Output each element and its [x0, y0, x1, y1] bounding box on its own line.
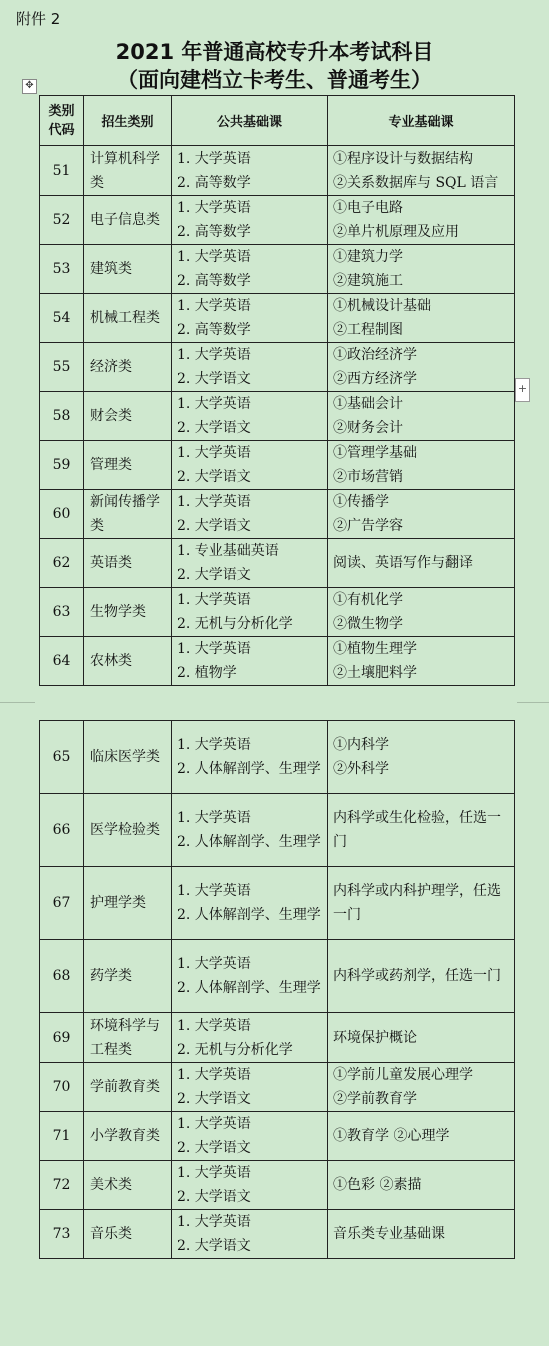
public-course-item: 1. 大学英语	[177, 396, 251, 412]
category-name: 小学教育类	[84, 1112, 172, 1161]
professional-course-item: ①色彩 ②素描	[333, 1177, 422, 1193]
professional-courses	[328, 794, 515, 867]
public-course-item: 1. 大学英语	[177, 445, 251, 461]
public-course-item: 2. 大学语文	[177, 469, 251, 485]
professional-course-item: ②财务会计	[333, 420, 403, 436]
professional-course-item: ①学前儿童发展心理学	[333, 1067, 473, 1083]
professional-course-item: ①传播学	[333, 494, 389, 510]
public-courses	[172, 245, 328, 294]
public-course-item: 1. 大学英语	[177, 249, 251, 265]
category-code: 69	[40, 1013, 84, 1063]
category-code: 51	[40, 146, 84, 196]
public-courses	[172, 441, 328, 490]
category-name: 计算机科学类	[84, 146, 172, 196]
professional-courses	[328, 1112, 515, 1161]
category-name: 美术类	[84, 1161, 172, 1210]
public-courses	[172, 1161, 328, 1210]
professional-course-item: ①基础会计	[333, 396, 403, 412]
table-move-handle-icon[interactable]: ✥	[22, 79, 37, 94]
public-course-item: 2. 大学语文	[177, 420, 251, 436]
professional-course-item: 内科学或药剂学，任选一门	[333, 968, 501, 984]
category-name: 建筑类	[84, 245, 172, 294]
table-row	[40, 196, 515, 245]
category-code: 72	[40, 1161, 84, 1210]
professional-course-item: ②土壤肥料学	[333, 665, 417, 681]
professional-course-item: 环境保护概论	[333, 1029, 417, 1046]
category-name: 生物学类	[84, 588, 172, 637]
public-courses	[172, 539, 328, 588]
exam-subjects-table	[39, 95, 515, 686]
category-name: 药学类	[84, 940, 172, 1013]
category-code: 54	[40, 294, 84, 343]
public-course-item: 1. 大学英语	[177, 592, 251, 608]
professional-course-item: ②单片机原理及应用	[333, 224, 459, 240]
category-name: 机械工程类	[84, 294, 172, 343]
category-code: 52	[40, 196, 84, 245]
professional-course-item: ①内科学	[333, 737, 389, 753]
professional-courses	[328, 940, 515, 1013]
public-course-item: 2. 人体解剖学、生理学	[177, 761, 321, 777]
public-course-item: 1. 大学英语	[177, 1017, 251, 1034]
public-courses	[172, 343, 328, 392]
public-course-item: 2. 无机与分析化学	[177, 616, 293, 632]
category-code: 64	[40, 637, 84, 686]
table-row	[40, 539, 515, 588]
table-row	[40, 1013, 515, 1063]
category-code: 70	[40, 1063, 84, 1112]
professional-courses	[328, 146, 515, 196]
professional-course-item: ①教育学 ②心理学	[333, 1128, 450, 1144]
professional-courses	[328, 490, 515, 539]
category-code: 63	[40, 588, 84, 637]
professional-courses	[328, 1161, 515, 1210]
professional-course-item: 音乐类专业基础课	[333, 1226, 445, 1242]
public-course-item: 2. 大学语文	[177, 371, 251, 387]
table-row	[40, 637, 515, 686]
header-code: 类别代码	[40, 96, 84, 146]
public-course-item: 1. 大学英语	[177, 1116, 251, 1132]
public-course-item: 2. 高等数学	[177, 224, 251, 240]
public-courses	[172, 294, 328, 343]
professional-course-item: ①植物生理学	[333, 641, 417, 657]
category-code: 71	[40, 1112, 84, 1161]
public-course-item: 1. 大学英语	[177, 641, 251, 657]
category-name: 学前教育类	[84, 1063, 172, 1112]
category-code: 59	[40, 441, 84, 490]
public-course-item: 2. 大学语文	[177, 567, 251, 583]
table-row	[40, 1063, 515, 1112]
category-code: 66	[40, 794, 84, 867]
table-row	[40, 146, 515, 196]
professional-course-item: ②工程制图	[333, 322, 403, 338]
professional-course-item: ①建筑力学	[333, 249, 403, 265]
professional-courses	[328, 637, 515, 686]
professional-courses	[328, 867, 515, 940]
table-row	[40, 940, 515, 1013]
professional-courses	[328, 245, 515, 294]
category-code: 73	[40, 1210, 84, 1259]
public-course-item: 1. 大学英语	[177, 956, 251, 972]
professional-courses	[328, 539, 515, 588]
category-code: 60	[40, 490, 84, 539]
document-title: 2021 年普通高校专升本考试科目	[115, 40, 434, 64]
public-courses	[172, 392, 328, 441]
public-courses	[172, 490, 328, 539]
header-category: 招生类别	[84, 96, 172, 146]
professional-course-item: 内科学或内科护理学，任选一门	[333, 883, 501, 923]
attachment-label: 附件 2	[16, 10, 61, 28]
header-professional: 专业基础课	[328, 96, 515, 146]
category-name: 环境科学与工程类	[84, 1013, 172, 1063]
table-row	[40, 1210, 515, 1259]
public-courses	[172, 146, 328, 196]
category-name: 新闻传播学类	[84, 490, 172, 539]
public-courses	[172, 1013, 328, 1063]
professional-course-item: ②广告学容	[333, 518, 403, 534]
public-courses	[172, 588, 328, 637]
public-courses	[172, 196, 328, 245]
professional-courses	[328, 721, 515, 794]
professional-course-item: ①政治经济学	[333, 347, 417, 363]
table-row	[40, 867, 515, 940]
table-row	[40, 490, 515, 539]
professional-course-item: ②外科学	[333, 761, 389, 777]
table-row	[40, 245, 515, 294]
public-course-item: 1. 大学英语	[177, 1214, 251, 1230]
professional-course-item: 阅读、英语写作与翻译	[333, 555, 473, 571]
professional-course-item: ②建筑施工	[333, 273, 403, 289]
professional-course-item: ①机械设计基础	[333, 298, 431, 314]
public-course-item: 2. 无机与分析化学	[177, 1041, 293, 1058]
category-code: 62	[40, 539, 84, 588]
category-name: 经济类	[84, 343, 172, 392]
table-row	[40, 1161, 515, 1210]
category-name: 音乐类	[84, 1210, 172, 1259]
document-subtitle: （面向建档立卡考生、普通考生）	[117, 68, 432, 92]
professional-course-item: ②学前教育学	[333, 1091, 417, 1107]
table-row	[40, 343, 515, 392]
header-public: 公共基础课	[172, 96, 328, 146]
public-course-item: 1. 大学英语	[177, 883, 251, 899]
public-course-item: 2. 高等数学	[177, 322, 251, 338]
public-course-item: 2. 高等数学	[177, 273, 251, 289]
public-courses	[172, 940, 328, 1013]
professional-course-item: ①电子电路	[333, 200, 403, 216]
add-column-icon[interactable]: +	[515, 378, 530, 402]
professional-courses	[328, 392, 515, 441]
professional-course-item: ①程序设计与数据结构	[333, 150, 473, 167]
professional-courses	[328, 441, 515, 490]
table-row	[40, 794, 515, 867]
public-course-item: 2. 大学语文	[177, 518, 251, 534]
professional-courses	[328, 196, 515, 245]
public-course-item: 1. 专业基础英语	[177, 543, 279, 559]
professional-courses	[328, 1210, 515, 1259]
public-courses	[172, 1063, 328, 1112]
public-course-item: 2. 大学语文	[177, 1189, 251, 1205]
professional-course-item: ②微生物学	[333, 616, 403, 632]
category-name: 电子信息类	[84, 196, 172, 245]
table-row	[40, 721, 515, 794]
professional-course-item: ②西方经济学	[333, 371, 417, 387]
professional-course-item: ②市场营销	[333, 469, 403, 485]
professional-course-item: ②关系数据库与 SQL 语言	[333, 174, 499, 191]
category-name: 护理学类	[84, 867, 172, 940]
professional-courses	[328, 1063, 515, 1112]
public-course-item: 1. 大学英语	[177, 1165, 251, 1181]
public-course-item: 2. 人体解剖学、生理学	[177, 907, 321, 923]
professional-course-item: ①管理学基础	[333, 445, 417, 461]
table-row	[40, 588, 515, 637]
exam-subjects-table-continued	[39, 720, 515, 1259]
category-name: 农林类	[84, 637, 172, 686]
professional-courses	[328, 588, 515, 637]
category-name: 管理类	[84, 441, 172, 490]
category-name: 医学检验类	[84, 794, 172, 867]
professional-courses	[328, 294, 515, 343]
public-course-item: 1. 大学英语	[177, 1067, 251, 1083]
table-row	[40, 294, 515, 343]
table-row	[40, 441, 515, 490]
category-name: 财会类	[84, 392, 172, 441]
public-course-item: 2. 大学语文	[177, 1140, 251, 1156]
public-courses	[172, 1112, 328, 1161]
public-courses	[172, 1210, 328, 1259]
professional-course-item: ①有机化学	[333, 592, 403, 608]
category-code: 53	[40, 245, 84, 294]
public-courses	[172, 721, 328, 794]
category-code: 65	[40, 721, 84, 794]
table-row	[40, 392, 515, 441]
category-code: 55	[40, 343, 84, 392]
public-course-item: 1. 大学英语	[177, 810, 251, 826]
professional-course-item: 内科学或生化检验，任选一门	[333, 810, 501, 850]
public-course-item: 1. 大学英语	[177, 150, 251, 167]
category-code: 58	[40, 392, 84, 441]
public-courses	[172, 637, 328, 686]
public-course-item: 2. 人体解剖学、生理学	[177, 834, 321, 850]
category-code: 67	[40, 867, 84, 940]
public-course-item: 2. 植物学	[177, 665, 237, 681]
public-course-item: 1. 大学英语	[177, 737, 251, 753]
public-course-item: 1. 大学英语	[177, 347, 251, 363]
professional-courses	[328, 1013, 515, 1063]
page-break	[0, 696, 549, 708]
category-name: 临床医学类	[84, 721, 172, 794]
table-row	[40, 1112, 515, 1161]
public-course-item: 2. 人体解剖学、生理学	[177, 980, 321, 996]
public-course-item: 2. 高等数学	[177, 174, 251, 191]
public-courses	[172, 794, 328, 867]
professional-courses	[328, 343, 515, 392]
public-course-item: 1. 大学英语	[177, 494, 251, 510]
public-course-item: 2. 大学语文	[177, 1091, 251, 1107]
public-course-item: 2. 大学语文	[177, 1238, 251, 1254]
category-name: 英语类	[84, 539, 172, 588]
category-code: 68	[40, 940, 84, 1013]
public-courses	[172, 867, 328, 940]
public-course-item: 1. 大学英语	[177, 298, 251, 314]
public-course-item: 1. 大学英语	[177, 200, 251, 216]
